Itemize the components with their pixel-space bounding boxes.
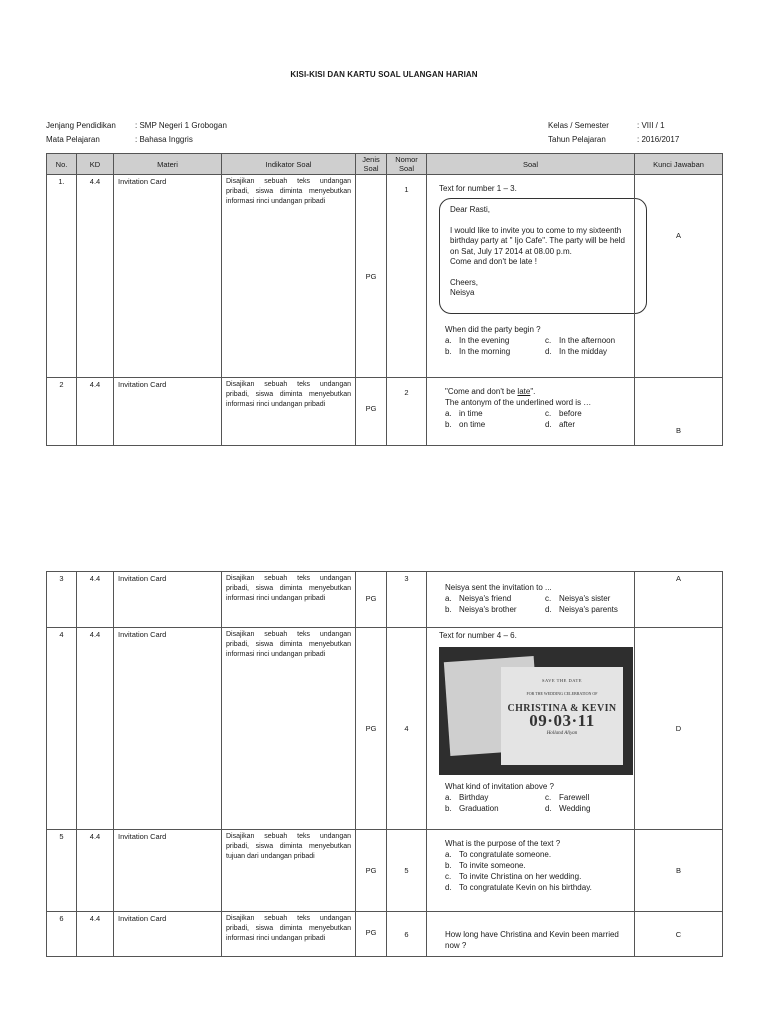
option-d: d. In the midday <box>545 346 608 356</box>
row-soal <box>427 378 635 446</box>
invitation-card <box>501 667 623 765</box>
list-item: b. To invite someone. <box>445 861 526 870</box>
question-text: What is the purpose of the text ? <box>445 839 561 848</box>
row-no: 6 <box>47 912 77 957</box>
option-d: d. Neisya's parents <box>545 605 618 614</box>
letter-sign-name: Neisya <box>450 288 475 297</box>
option-c: c. Farewell <box>545 793 590 802</box>
card-date: 09·03·11 <box>529 711 595 730</box>
option-b: b. In the morning <box>445 346 511 356</box>
row-kd: 4.4 <box>77 628 114 830</box>
header-soal: Soal <box>427 154 635 175</box>
card-wedding-line: FOR THE WEDDING CELEBRATION OF <box>526 691 598 696</box>
row-soal <box>427 830 635 912</box>
list-item: a. To congratulate someone. <box>445 850 552 859</box>
card-place: Holland Aliyan <box>546 731 578 736</box>
row-no: 3 <box>47 572 77 628</box>
option-b: b. on time <box>445 420 486 429</box>
letter-box <box>439 198 647 314</box>
jenjang-value: : SMP Negeri 1 Grobogan <box>135 121 227 130</box>
table-row <box>47 628 723 830</box>
row-jenis: PG <box>356 830 387 912</box>
option-c: c. In the afternoon <box>545 335 616 345</box>
row-soal <box>427 628 635 830</box>
row-kd: 4.4 <box>77 175 114 378</box>
option-b: b. Neisya's brother <box>445 605 517 614</box>
kelas-label: Kelas / Semester <box>548 121 609 130</box>
table-header-row <box>47 154 723 175</box>
table-row <box>47 378 723 446</box>
option-a: a. Birthday <box>445 793 489 802</box>
row-materi: Invitation Card <box>114 175 222 378</box>
option-a: a. in time <box>445 409 483 418</box>
options <box>445 792 628 814</box>
row-indikator: Disajikan sebuah teks undangan pribadi, siswa diminta menyebutkan informasi rinci undangan pribadi <box>222 378 356 446</box>
row-jenis: PG <box>356 628 387 830</box>
question-table-2 <box>46 571 723 957</box>
option-b: b. Graduation <box>445 804 499 813</box>
row-nomor: 4 <box>387 628 427 830</box>
row-jenis: PG <box>356 378 387 446</box>
row-nomor: 1 <box>387 175 427 378</box>
row-nomor: 5 <box>387 830 427 912</box>
table-row <box>47 912 723 957</box>
row-nomor: 2 <box>387 378 427 446</box>
row-indikator: Disajikan sebuah teks undangan pribadi, siswa diminta menyebutkan informasi rinci undangan pribadi <box>222 175 356 378</box>
option-d: d. after <box>545 420 576 429</box>
tahun-label: Tahun Pelajaran <box>548 135 606 144</box>
table-row <box>47 175 723 378</box>
row-materi: Invitation Card <box>114 628 222 830</box>
card-save-the-date: SAVE THE DATE <box>541 678 583 683</box>
row-indikator: Disajikan sebuah teks undangan pribadi, siswa diminta menyebutkan tujuan dari undangan pribadi <box>222 830 356 912</box>
question-text: What kind of invitation above ? <box>445 782 554 791</box>
header-kd: KD <box>77 154 114 175</box>
row-soal <box>427 912 635 957</box>
wedding-invitation-photo <box>439 647 633 775</box>
document-title: KISI-KISI DAN KARTU SOAL ULANGAN HARIAN <box>290 70 478 79</box>
question-text: How long have Christina and Kevin been married now ? <box>445 930 619 950</box>
text-intro: Text for number 4 – 6. <box>439 631 517 640</box>
mapel-value: : Bahasa Inggris <box>135 135 193 144</box>
jenjang-label: Jenjang Pendidikan <box>46 121 116 130</box>
row-indikator: Disajikan sebuah teks undangan pribadi, siswa diminta menyebutkan informasi rinci undangan pribadi <box>222 572 356 628</box>
letter-sign-cheers: Cheers, <box>450 277 479 287</box>
row-kunci: A <box>635 175 723 378</box>
row-nomor: 3 <box>387 572 427 628</box>
letter-closing: Come and don't be late ! <box>450 257 537 266</box>
row-kd: 4.4 <box>77 830 114 912</box>
question-text: Neisya sent the invitation to ... <box>445 583 552 592</box>
option-d: d. Wedding <box>545 804 591 813</box>
mapel-label: Mata Pelajaran <box>46 135 100 144</box>
row-indikator: Disajikan sebuah teks undangan pribadi, siswa diminta menyebutkan informasi rinci undangan pribadi <box>222 912 356 957</box>
question-table-1 <box>46 153 723 446</box>
letter-body: I would like to invite you to come to my sixteenth birthday party at " Ijo Cafe". The party will be held on Sat, July 17 2014 at 08.00 p.m. <box>450 225 625 256</box>
tahun-value: : 2016/2017 <box>637 135 680 144</box>
row-kunci: B <box>635 378 723 446</box>
question-text: When did the party begin ? <box>445 324 541 334</box>
row-kunci: D <box>635 628 723 830</box>
row-materi: Invitation Card <box>114 572 222 628</box>
row-kunci: B <box>635 830 723 912</box>
row-soal <box>427 572 635 628</box>
header-nomor: Nomor Soal <box>387 154 427 175</box>
option-a: a. In the evening <box>445 335 510 345</box>
option-c: c. before <box>545 409 582 418</box>
header-jenis: Jenis Soal <box>356 154 387 175</box>
row-materi: Invitation Card <box>114 378 222 446</box>
header-no: No. <box>47 154 77 175</box>
header-indikator: Indikator Soal <box>222 154 356 175</box>
row-nomor: 6 <box>387 912 427 957</box>
row-no: 1. <box>47 175 77 378</box>
row-kd: 4.4 <box>77 912 114 957</box>
options <box>445 335 628 357</box>
row-kunci: A <box>635 572 723 628</box>
card-names: CHRISTINA & KEVIN <box>507 703 617 714</box>
question-text: The antonym of the underlined word is … <box>445 398 592 407</box>
row-kd: 4.4 <box>77 378 114 446</box>
row-jenis: PG <box>356 572 387 628</box>
table-row <box>47 572 723 628</box>
row-kd: 4.4 <box>77 572 114 628</box>
header-kunci: Kunci Jawaban <box>635 154 723 175</box>
list-item: c. To invite Christina on her wedding. <box>445 872 582 881</box>
row-materi: Invitation Card <box>114 912 222 957</box>
row-no: 2 <box>47 378 77 446</box>
row-materi: Invitation Card <box>114 830 222 912</box>
text-intro: Text for number 1 – 3. <box>439 184 517 193</box>
row-soal <box>427 175 635 378</box>
row-jenis: PG <box>356 175 387 378</box>
row-no: 4 <box>47 628 77 830</box>
kelas-value: : VIII / 1 <box>637 121 665 130</box>
table-row <box>47 830 723 912</box>
letter-greeting: Dear Rasti, <box>450 205 491 214</box>
options <box>445 593 628 615</box>
row-kunci: C <box>635 912 723 957</box>
row-jenis: PG <box>356 912 387 957</box>
row-indikator: Disajikan sebuah teks undangan pribadi, siswa diminta menyebutkan informasi rinci undangan pribadi <box>222 628 356 830</box>
option-c: c. Neisya's sister <box>545 594 611 603</box>
row-no: 5 <box>47 830 77 912</box>
list-item: d. To congratulate Kevin on his birthday. <box>445 883 592 892</box>
quote-text: "Come and don't be late". <box>445 387 536 396</box>
header-materi: Materi <box>114 154 222 175</box>
options <box>445 408 628 430</box>
option-a: a. Neisya's friend <box>445 594 512 603</box>
